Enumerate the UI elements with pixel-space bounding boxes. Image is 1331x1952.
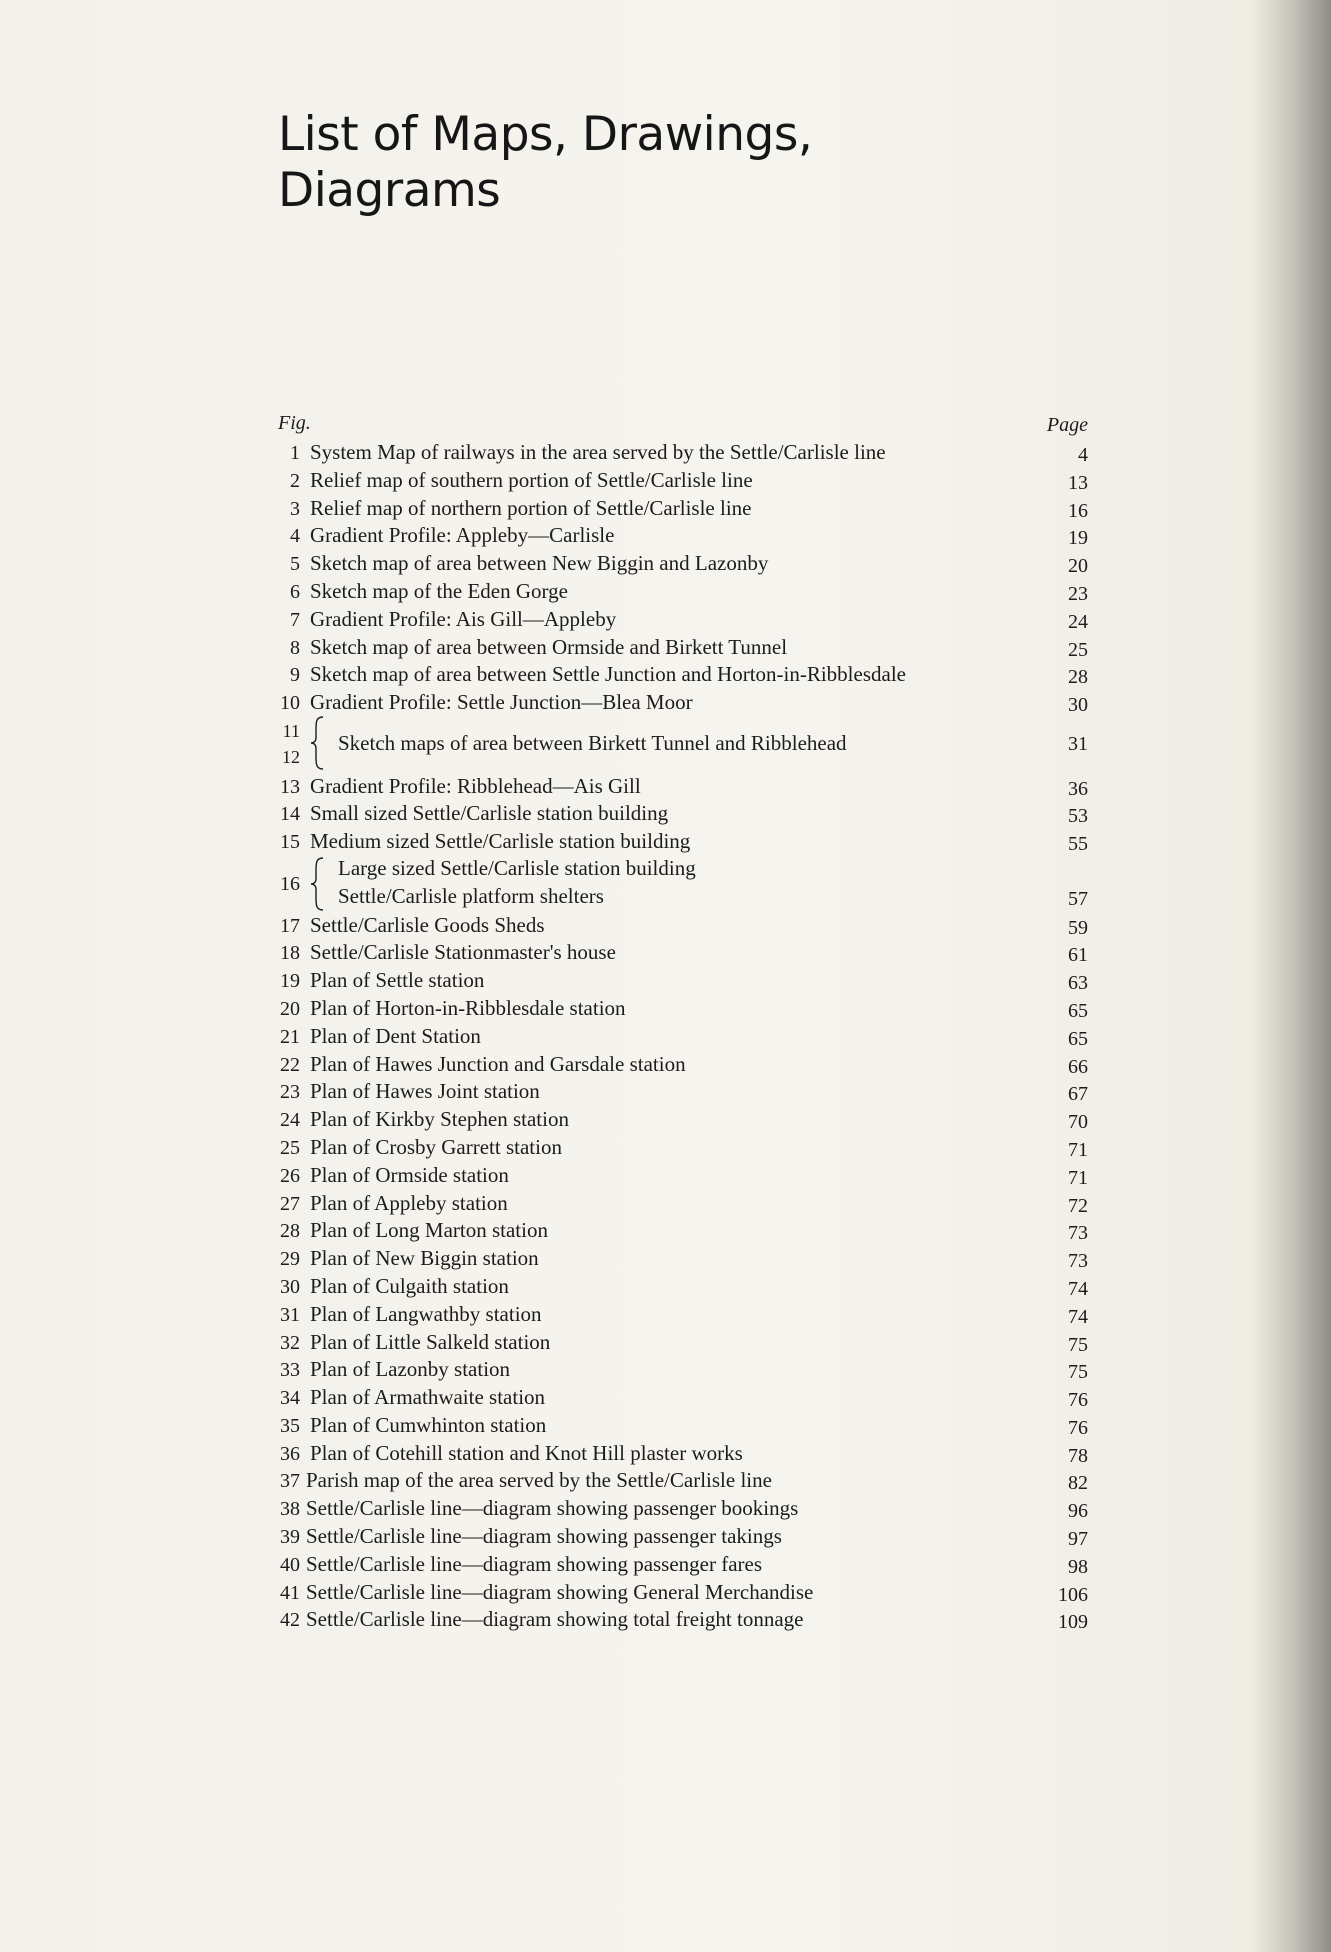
brace-icon <box>310 857 324 909</box>
page-number: 75 <box>1068 1333 1088 1356</box>
figure-entry <box>272 772 1096 800</box>
figure-number: 5 <box>290 553 300 576</box>
figure-number: 34 <box>280 1387 300 1410</box>
figure-entry <box>272 1272 1096 1300</box>
figure-title: Parish map of the area served by the Settle/Carlisle line <box>306 1468 772 1493</box>
page-number: 72 <box>1068 1194 1088 1217</box>
figure-number: 29 <box>280 1248 300 1271</box>
page-number: 67 <box>1068 1083 1088 1106</box>
page-number: 70 <box>1068 1111 1088 1134</box>
figure-title: Plan of New Biggin station <box>310 1246 539 1271</box>
figure-entry <box>272 827 1096 855</box>
figure-number: 33 <box>280 1359 300 1382</box>
figure-title: Sketch map of area between Settle Junction and Horton-in-Ribblesdale <box>310 662 906 687</box>
page-number: 20 <box>1068 555 1088 578</box>
figure-title: Plan of Settle station <box>310 968 485 993</box>
figure-title: Plan of Cumwhinton station <box>310 1412 547 1437</box>
figure-entry <box>272 466 1096 494</box>
figure-number: 11 <box>282 720 300 741</box>
figure-title: Sketch map of area between Ormside and Birkett Tunnel <box>310 634 788 659</box>
figure-number: 28 <box>280 1220 300 1243</box>
page-title-line-1: List of Maps, Drawings, <box>278 107 813 162</box>
figure-list-header <box>272 412 1096 438</box>
figure-title: Relief map of southern portion of Settle/Carlisle line <box>310 467 753 492</box>
figure-entry <box>272 1189 1096 1217</box>
page-number: 74 <box>1068 1277 1088 1300</box>
figure-entry <box>272 521 1096 549</box>
figure-entry <box>272 1494 1096 1522</box>
figure-number: 12 <box>282 746 300 767</box>
figure-title: Settle/Carlisle line—diagram showing passenger takings <box>306 1524 782 1549</box>
page-number: 31 <box>1068 732 1088 755</box>
figure-entry <box>272 1439 1096 1467</box>
figure-number: 31 <box>280 1303 300 1326</box>
figure-entry <box>272 1077 1096 1105</box>
page-title-line-2: Diagrams <box>278 163 501 218</box>
figure-title: Medium sized Settle/Carlisle station building <box>310 829 691 854</box>
figure-title: Plan of Hawes Junction and Garsdale station <box>310 1051 686 1076</box>
page-number: 30 <box>1068 694 1088 717</box>
figure-number: 20 <box>280 997 300 1020</box>
page-number: 24 <box>1068 610 1088 633</box>
figure-title: Plan of Dent Station <box>310 1023 481 1048</box>
figure-number: 15 <box>280 831 300 854</box>
page-number: 61 <box>1068 944 1088 967</box>
figure-title: Plan of Horton-in-Ribblesdale station <box>310 995 626 1020</box>
figure-number: 19 <box>280 970 300 993</box>
figure-entry <box>272 966 1096 994</box>
figure-entry <box>272 605 1096 633</box>
page-column-label: Page <box>1046 414 1088 436</box>
figure-number: 22 <box>280 1053 300 1076</box>
figure-title: Plan of Appleby station <box>310 1190 508 1215</box>
figure-title: Plan of Hawes Joint station <box>310 1079 540 1104</box>
figure-entry <box>272 1466 1096 1494</box>
figure-title: Sketch map of the Eden Gorge <box>310 578 568 603</box>
figure-title: Relief map of northern portion of Settle/Carlisle line <box>310 495 752 520</box>
figure-title: Plan of Little Salkeld station <box>310 1329 551 1354</box>
figure-number: 16 <box>280 872 300 895</box>
figure-entry <box>272 911 1096 939</box>
figure-number: 17 <box>280 914 300 937</box>
page-number: 19 <box>1068 527 1088 550</box>
figure-title: Plan of Lazonby station <box>310 1357 511 1382</box>
page-number: 53 <box>1068 805 1088 828</box>
page-number: 78 <box>1068 1444 1088 1467</box>
page-number: 23 <box>1068 582 1088 605</box>
figure-entry <box>272 688 1096 716</box>
figure-entry <box>272 799 1096 827</box>
figure-title: Gradient Profile: Settle Junction—Blea Moor <box>310 690 693 715</box>
figure-number: 21 <box>280 1025 300 1048</box>
page-number: 75 <box>1068 1361 1088 1384</box>
figure-title: Settle/Carlisle platform shelters <box>338 883 604 908</box>
figure-number: 36 <box>280 1442 300 1465</box>
figure-entry <box>272 549 1096 577</box>
figure-number: 25 <box>280 1136 300 1159</box>
figure-number: 3 <box>290 497 300 520</box>
figure-entry <box>272 577 1096 605</box>
figure-number: 32 <box>280 1331 300 1354</box>
page-number: 109 <box>1058 1611 1088 1634</box>
figure-number: 24 <box>280 1109 300 1132</box>
figure-entry <box>272 633 1096 661</box>
figure-entry <box>272 1022 1096 1050</box>
page-number: 16 <box>1068 499 1088 522</box>
figure-entry <box>272 1216 1096 1244</box>
figure-title: Plan of Ormside station <box>310 1162 509 1187</box>
figure-entry <box>272 855 1096 911</box>
figure-number: 14 <box>280 803 300 826</box>
figure-entry <box>272 1550 1096 1578</box>
figure-number: 42 <box>280 1609 300 1632</box>
figure-number: 39 <box>280 1526 300 1549</box>
figure-number: 41 <box>280 1581 300 1604</box>
figure-number: 6 <box>290 580 300 603</box>
page-number: 96 <box>1068 1500 1088 1523</box>
figure-number: 7 <box>290 608 300 631</box>
figure-entry <box>272 1328 1096 1356</box>
figure-title: Sketch map of area between New Biggin and Lazonby <box>310 551 769 576</box>
page-number: 82 <box>1068 1472 1088 1495</box>
page-number: 4 <box>1078 444 1088 466</box>
figure-title: Gradient Profile: Ribblehead—Ais Gill <box>310 773 641 798</box>
page-title <box>278 107 812 219</box>
page-number: 106 <box>1058 1583 1088 1606</box>
figure-entry <box>272 994 1096 1022</box>
figure-number: 2 <box>290 469 300 492</box>
figure-number: 27 <box>280 1192 300 1215</box>
figure-entry <box>272 938 1096 966</box>
figure-title: Plan of Crosby Garrett station <box>310 1134 562 1159</box>
figure-entry <box>272 1300 1096 1328</box>
figure-title: Sketch maps of area between Birkett Tunnel and Ribblehead <box>338 730 847 755</box>
figure-title: Settle/Carlisle Goods Sheds <box>310 912 545 937</box>
figure-entry <box>272 1050 1096 1078</box>
figure-entry <box>272 1105 1096 1133</box>
page-number: 98 <box>1068 1555 1088 1578</box>
figure-entry <box>272 438 1096 466</box>
page-number: 57 <box>1068 887 1088 910</box>
figure-title: System Map of railways in the area served by the Settle/Carlisle line <box>310 440 886 464</box>
figure-number: 8 <box>290 636 300 659</box>
figure-title: Plan of Langwathby station <box>310 1301 542 1326</box>
figure-number: 18 <box>280 942 300 965</box>
page-number: 76 <box>1068 1389 1088 1412</box>
page-number: 71 <box>1068 1166 1088 1189</box>
page-number: 76 <box>1068 1416 1088 1439</box>
figure-entry <box>272 1161 1096 1189</box>
figure-entry <box>272 1522 1096 1550</box>
figure-list <box>272 412 1096 1633</box>
figure-title: Plan of Cotehill station and Knot Hill plaster works <box>310 1440 743 1465</box>
figure-number: 1 <box>290 442 300 464</box>
figure-title: Plan of Kirkby Stephen station <box>310 1107 569 1132</box>
page-number: 73 <box>1068 1250 1088 1273</box>
figure-entry <box>272 1355 1096 1383</box>
figure-entry <box>272 660 1096 688</box>
figure-title: Plan of Armathwaite station <box>310 1385 546 1410</box>
figure-title: Gradient Profile: Ais Gill—Appleby <box>310 606 617 631</box>
page-number: 55 <box>1068 833 1088 856</box>
page-number: 65 <box>1068 1027 1088 1050</box>
figure-entry <box>272 1411 1096 1439</box>
page-number: 66 <box>1068 1055 1088 1078</box>
figure-title: Gradient Profile: Appleby—Carlisle <box>310 523 615 548</box>
figure-title: Settle/Carlisle line—diagram showing passenger fares <box>306 1551 763 1576</box>
figure-number: 4 <box>290 525 300 548</box>
page-number: 71 <box>1068 1138 1088 1161</box>
page-number: 63 <box>1068 972 1088 995</box>
page-number: 59 <box>1068 916 1088 939</box>
figure-entry <box>272 716 1096 772</box>
figure-title: Settle/Carlisle Stationmaster's house <box>310 940 616 965</box>
figure-title: Small sized Settle/Carlisle station building <box>310 801 669 826</box>
figure-number: 35 <box>280 1414 300 1437</box>
figure-title: Settle/Carlisle line—diagram showing total freight tonnage <box>306 1607 804 1632</box>
figure-entry <box>272 494 1096 522</box>
figure-number: 37 <box>280 1470 300 1493</box>
page-number: 28 <box>1068 666 1088 689</box>
figure-number: 10 <box>280 692 300 715</box>
figure-title: Settle/Carlisle line—diagram showing passenger bookings <box>306 1496 799 1521</box>
page-number: 13 <box>1068 471 1088 494</box>
page-number: 97 <box>1068 1528 1088 1551</box>
figure-number: 13 <box>280 775 300 798</box>
figure-rows <box>272 438 1096 1633</box>
figure-number: 30 <box>280 1275 300 1298</box>
page-number: 73 <box>1068 1222 1088 1245</box>
figure-entry <box>272 1244 1096 1272</box>
figure-entry <box>272 1605 1096 1633</box>
figure-number: 38 <box>280 1498 300 1521</box>
page-number: 65 <box>1068 999 1088 1022</box>
figure-entry <box>272 1383 1096 1411</box>
figure-number: 23 <box>280 1081 300 1104</box>
figure-entry <box>272 1133 1096 1161</box>
brace-icon <box>310 716 324 770</box>
figure-title: Settle/Carlisle line—diagram showing General Merchandise <box>306 1579 814 1604</box>
figure-title: Plan of Long Marton station <box>310 1218 548 1243</box>
page-number: 74 <box>1068 1305 1088 1328</box>
figure-number: 26 <box>280 1164 300 1187</box>
figure-number: 9 <box>290 664 300 687</box>
figure-entry <box>272 1578 1096 1606</box>
fig-column-label: Fig. <box>278 412 311 434</box>
page-number: 25 <box>1068 638 1088 661</box>
figure-title: Plan of Culgaith station <box>310 1273 509 1298</box>
page-number: 36 <box>1068 777 1088 800</box>
figure-title: Large sized Settle/Carlisle station building <box>338 855 696 880</box>
figure-number: 40 <box>280 1553 300 1576</box>
